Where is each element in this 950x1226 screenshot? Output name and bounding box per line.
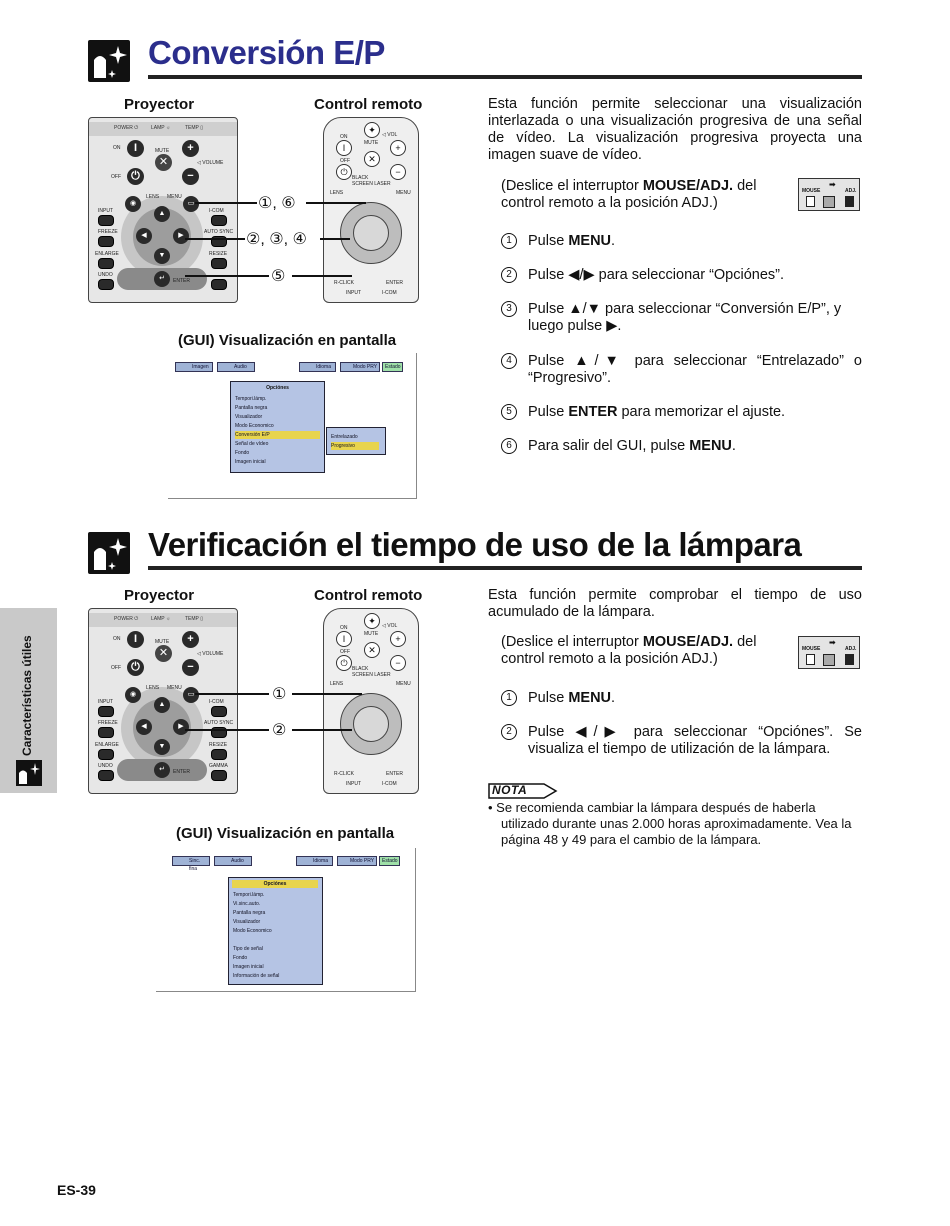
volume-up-button[interactable]: +	[182, 140, 199, 157]
section-conversion-ep: Conversión E/P Proyector Control remoto POWER ⏻ LAMP ☼ TEMP ▯ I ON + MUTE ✕ ◁ VOLUME ⏻ OFF − ▲ ◀ ▶ ▼ ◉ ▭ LENS MENU INPUT FREEZE ENLARGE UNDO I-COM AUTO SYNC RESIZE ↵ ENTER ✦ ◁ VOL ON I MUTE ✕ + OFF ⏻ − BLACK SCREEN LASER LENS MENU R-CLICK ENTER INPUT I-COM ①, ⑥ ②, ③, ④ ⑤ (GUI) Visualización en pantalla Imagen Audio Idioma Modo PRY Estado Opciónes Tempori.lámp. Pantalla negra Visualizador Modo Economico Conversión E/P Señal de vídeo Fondo Imagen inicial Entrelazado Progresivo Esta función permite seleccionar una visualización interlazada o una visualización progresiva de una señal de vídeo. La visualización progresiva proyecta una imagen suave de vídeo. (Deslice el interruptor MOUSE/ADJ. del control remoto a la posición ADJ.) MOUSE ADJ. ➡ 1 Pulse MENU. 2 Pulse ◀/▶ para seleccionar “Opciónes”. 3 Pulse ▲/▼ para seleccionar “Conversión E/P”, y luego pulse ▶. 4 Pulse ▲/▼ para seleccionar “Entrelazado” o “Progresivo”. 5 Pulse ENTER para memorizar el ajuste. 6 Para salir del GUI, pulse MENU.	[0, 0, 950, 510]
mute-button[interactable]: ✕	[155, 154, 172, 171]
off-button[interactable]: ⏻	[336, 655, 352, 671]
joystick-center[interactable]	[353, 215, 389, 251]
gui-row[interactable]: Fondo	[233, 955, 248, 961]
rclick-label: R-CLICK	[334, 280, 355, 286]
gui-row[interactable]: Información de señal	[233, 973, 280, 979]
lens-label: LENS	[146, 194, 160, 200]
gui-row[interactable]: Imagen inicial	[235, 459, 266, 465]
down-button[interactable]: ▼	[154, 248, 170, 264]
remote-control	[323, 608, 419, 794]
side-tab[interactable]	[0, 608, 57, 793]
down-button[interactable]: ▼	[154, 739, 170, 755]
gui-screen	[168, 353, 417, 499]
label-gui: (GUI) Visualización en pantalla	[176, 825, 395, 842]
input-label: INPUT	[346, 290, 361, 296]
intro-text: Esta función permite comprobar el tiempo de uso acumulado de la lámpara.	[488, 587, 862, 620]
sparkle-icon	[88, 40, 130, 82]
menu-label: MENU	[167, 685, 182, 691]
up-button[interactable]: ▲	[154, 206, 170, 222]
on-button[interactable]: I	[336, 140, 352, 156]
right-button[interactable]: ▶	[173, 719, 189, 735]
input-button[interactable]	[98, 706, 114, 717]
gui-row[interactable]: Pantalla negra	[233, 910, 266, 916]
off-label: OFF	[111, 665, 121, 671]
callout-2: ②, ③, ④	[246, 231, 307, 248]
enlarge-label: ENLARGE	[95, 251, 119, 257]
enlarge-button[interactable]	[98, 258, 114, 269]
indicator-strip: POWER ⏻ LAMP ☼ TEMP ▯	[89, 613, 237, 627]
callout-1: ①	[272, 686, 287, 703]
on-button[interactable]: I	[336, 631, 352, 647]
left-button[interactable]: ◀	[136, 719, 152, 735]
menu-button[interactable]: ▭	[183, 687, 199, 703]
menu-label: MENU	[167, 194, 182, 200]
off-button[interactable]: ⏻	[336, 164, 352, 180]
switch-note: (Deslice el interruptor MOUSE/ADJ. del control remoto a la posición ADJ.)	[501, 634, 757, 667]
mute-label: MUTE	[155, 639, 170, 645]
icom-button[interactable]	[211, 706, 227, 717]
nota-label: NOTA	[492, 783, 528, 797]
gamma-button[interactable]	[211, 770, 227, 781]
callout-line-2	[185, 238, 245, 240]
title-rule	[148, 75, 862, 79]
mouse-adj-switch-icon: MOUSE ADJ. ➡	[798, 636, 860, 669]
resize-button[interactable]	[211, 258, 227, 269]
icom-label: I-COM	[209, 699, 224, 705]
lens-button[interactable]: ◉	[125, 196, 141, 212]
input-label: INPUT	[98, 208, 113, 214]
gui-screen	[156, 848, 416, 992]
section-title: Verificación el tiempo de uso de la lámpara	[148, 526, 802, 563]
gui-row[interactable]: Fondo	[235, 450, 250, 456]
callout-3: ⑤	[271, 268, 286, 285]
gamma-label: GAMMA	[209, 763, 228, 769]
freeze-label: FREEZE	[98, 229, 118, 235]
callout-2: ②	[272, 722, 287, 739]
mute-label: MUTE	[364, 140, 379, 146]
sparkle-icon	[16, 760, 42, 786]
joystick-center[interactable]	[353, 706, 389, 742]
on-label: ON	[340, 625, 348, 631]
gui-tab-idioma[interactable]: Idioma	[299, 362, 336, 372]
lens-button[interactable]: ◉	[125, 687, 141, 703]
gui-tab-modo-pry[interactable]: Modo PRY	[337, 856, 377, 866]
gui-tab-sinc-fina[interactable]: Sinc. fina	[172, 856, 210, 866]
indicator-strip: POWER ⏻ LAMP ☼ TEMP ▯	[89, 122, 237, 136]
gui-row[interactable]: Tipo de señal	[233, 946, 263, 952]
freeze-label: FREEZE	[98, 720, 118, 726]
undo-label: UNDO	[98, 763, 113, 769]
vol-down-button[interactable]: −	[390, 655, 406, 671]
on-label: ON	[113, 145, 121, 151]
menu-label: MENU	[396, 681, 411, 687]
callout-line-1	[195, 202, 257, 204]
volume-label: ◁ VOLUME	[197, 651, 224, 657]
power-on-button[interactable]: I	[127, 631, 144, 648]
gui-row[interactable]: Modo Economico	[235, 423, 274, 429]
freeze-button[interactable]	[98, 727, 114, 738]
volume-label: ◁ VOLUME	[197, 160, 224, 166]
mute-label: MUTE	[364, 631, 379, 637]
callout-line-2b	[292, 729, 352, 731]
rclick-label: R-CLICK	[334, 771, 355, 777]
resize-label: RESIZE	[209, 251, 228, 257]
gui-row[interactable]: Pantalla negra	[235, 405, 268, 411]
mute-label: MUTE	[155, 148, 170, 154]
gui-tab-modo-pry[interactable]: Modo PRY	[340, 362, 380, 372]
black-screen-label: BLACK SCREEN LASER	[352, 666, 391, 678]
power-off-button[interactable]: ⏻	[127, 168, 144, 185]
gui-row-selected[interactable]: Conversión E/P	[235, 431, 320, 439]
title-rule	[148, 566, 862, 570]
page-number: ES-39	[57, 1182, 96, 1198]
callout-line-1b	[306, 202, 366, 204]
icom-button[interactable]	[211, 215, 227, 226]
up-button[interactable]: ▲	[154, 697, 170, 713]
gui-tab-audio[interactable]: Audio	[217, 362, 255, 372]
gui-tab-imagen[interactable]: Imagen	[175, 362, 213, 372]
right-button[interactable]: ▶	[173, 228, 189, 244]
icom-label: I-COM	[382, 781, 397, 787]
freeze-button[interactable]	[98, 236, 114, 247]
undo-label: UNDO	[98, 272, 113, 278]
enter-button[interactable]: ↵	[154, 762, 170, 778]
volume-up-button[interactable]: +	[182, 631, 199, 648]
gui-options-menu	[228, 877, 323, 985]
menu-button[interactable]: ▭	[183, 196, 199, 212]
switch-note: (Deslice el interruptor MOUSE/ADJ. del control remoto a la posición ADJ.)	[501, 178, 757, 211]
autosync-label: AUTO SYNC	[204, 720, 234, 726]
menu-label: MENU	[396, 190, 411, 196]
gui-row[interactable]: Modo Economico	[233, 928, 272, 934]
vol-up-button[interactable]: +	[390, 631, 406, 647]
callout-line-3	[185, 275, 269, 277]
mouse-adj-switch-icon: MOUSE ADJ. ➡	[798, 178, 860, 211]
power-off-button[interactable]: ⏻	[127, 659, 144, 676]
mute-button[interactable]: ✕	[364, 642, 380, 658]
callout-line-2b	[320, 238, 350, 240]
lens-label: LENS	[146, 685, 160, 691]
vol-label: ◁ VOL	[382, 132, 398, 138]
section-lamp-time: Verificación el tiempo de uso de la lámpara Proyector Control remoto POWER ⏻ LAMP ☼ TEMP ▯ I ON + MUTE ✕ ◁ VOLUME ⏻ OFF − ▲ ◀ ▶ ▼ ◉ ▭ LENS MENU INPUT FREEZE ENLARGE UNDO I-COM AUTO SYNC RESIZE GAMMA ↵ ENTER ✦ ◁ VOL ON I MUTE ✕ + OFF ⏻ − BLACK SCREEN LASER LENS MENU R-CLICK ENTER INPUT I-COM ① ② (GUI) Visualización en pantalla Sinc. fina Audio Idioma Modo PRY Estado Opciónes Tempori.lámp. Vi.sinc.auto. Pantalla negra Visualizador Modo Economico Tipo de señal Fondo Imagen inicial Información de señal Esta función permite comprobar el tiempo de uso acumulado de la lámpara. (Deslice el interruptor MOUSE/ADJ. del control remoto a la posición ADJ.) MOUSE ADJ. ➡ 1 Pulse MENU. 2 Pulse ◀/▶ para seleccionar “Opciónes”. Se visualiza el tiempo de utilización de la lámpara. NOTA • Se recomienda cambiar la lámpara después de haberla utilizado durante unas 2.000 horas aproximadamente. Vea la página 48 y 49 para el cambio de la lámpara.	[0, 520, 950, 1020]
undo-button[interactable]	[98, 279, 114, 290]
gui-sub-row-selected[interactable]: Progresivo	[331, 442, 379, 450]
black-screen-label: BLACK SCREEN LASER	[352, 175, 391, 187]
label-projector: Proyector	[124, 587, 195, 604]
enlarge-label: ENLARGE	[95, 742, 119, 748]
mute-button[interactable]: ✕	[155, 645, 172, 662]
gui-options-menu	[230, 381, 325, 473]
gamma-button[interactable]	[211, 279, 227, 290]
vol-label: ◁ VOL	[382, 623, 398, 629]
projector-panel	[88, 608, 238, 794]
enter-label: ENTER	[386, 280, 403, 286]
gui-tab-estado[interactable]: Estado	[382, 362, 403, 372]
gui-tab-idioma[interactable]: Idioma	[296, 856, 333, 866]
enter-button[interactable]: ↵	[154, 271, 170, 287]
gui-menu-title[interactable]: Opciónes	[232, 880, 318, 888]
gui-row[interactable]: Señal de vídeo	[235, 441, 269, 447]
off-label: OFF	[340, 649, 350, 655]
left-button[interactable]: ◀	[136, 228, 152, 244]
lens-label: LENS	[330, 681, 344, 687]
volume-down-button[interactable]: −	[182, 659, 199, 676]
mute-button[interactable]: ✕	[364, 151, 380, 167]
label-projector: Proyector	[124, 96, 195, 113]
gui-row[interactable]: Tempori.lámp.	[235, 396, 267, 402]
gui-row[interactable]: Visualizador	[233, 919, 261, 925]
intro-text: Esta función permite seleccionar una visualización interlazada o una visualización progresiva de una señal de vídeo. La visualización progresiva proyecta una imagen suave de vídeo.	[488, 96, 862, 163]
nota-text: • Se recomienda cambiar la lámpara después de haberla utilizado durante unas 2.000 horas aproximadamente. Vea la página 48 y 49 para el cambio de la lámpara.	[488, 800, 852, 847]
volume-down-button[interactable]: −	[182, 168, 199, 185]
on-label: ON	[340, 134, 348, 140]
side-tab-label: Características útiles	[20, 635, 34, 756]
laser-top-button[interactable]: ✦	[364, 613, 380, 629]
gui-tab-audio[interactable]: Audio	[214, 856, 252, 866]
label-remote: Control remoto	[314, 96, 423, 113]
gui-row[interactable]: Visualizador	[235, 414, 263, 420]
callout-1: ①, ⑥	[258, 195, 296, 212]
section-title: Conversión E/P	[148, 34, 385, 71]
gui-row[interactable]: Imagen inicial	[233, 964, 264, 970]
icom-label: I-COM	[382, 290, 397, 296]
gui-tab-estado[interactable]: Estado	[379, 856, 400, 866]
callout-line-3b	[292, 275, 352, 277]
input-label: INPUT	[98, 699, 113, 705]
vol-down-button[interactable]: −	[390, 164, 406, 180]
laser-top-button[interactable]: ✦	[364, 122, 380, 138]
lens-label: LENS	[330, 190, 344, 196]
autosync-label: AUTO SYNC	[204, 229, 234, 235]
icom-label: I-COM	[209, 208, 224, 214]
off-label: OFF	[340, 158, 350, 164]
on-label: ON	[113, 636, 121, 642]
callout-line-1	[195, 693, 269, 695]
input-button[interactable]	[98, 215, 114, 226]
gui-submenu	[326, 427, 386, 455]
input-label: INPUT	[346, 781, 361, 787]
off-label: OFF	[111, 174, 121, 180]
power-on-button[interactable]: I	[127, 140, 144, 157]
enlarge-button[interactable]	[98, 749, 114, 760]
label-gui: (GUI) Visualización en pantalla	[178, 332, 397, 349]
enter-label: ENTER	[386, 771, 403, 777]
vol-up-button[interactable]: +	[390, 140, 406, 156]
nota-badge	[488, 783, 558, 799]
sparkle-icon	[88, 532, 130, 574]
resize-button[interactable]	[211, 749, 227, 760]
gui-row[interactable]	[233, 936, 318, 944]
undo-button[interactable]	[98, 770, 114, 781]
enter-label: ENTER	[173, 769, 190, 775]
resize-label: RESIZE	[209, 742, 228, 748]
callout-line-1b	[292, 693, 362, 695]
gui-menu-title: Opciónes	[266, 385, 289, 391]
gui-row[interactable]: Vi.sinc.auto.	[233, 901, 261, 907]
gui-row[interactable]: Tempori.lámp.	[233, 892, 265, 898]
gui-sub-row[interactable]: Entrelazado	[331, 434, 358, 440]
enter-label: ENTER	[173, 278, 190, 284]
label-remote: Control remoto	[314, 587, 423, 604]
callout-line-2	[185, 729, 269, 731]
